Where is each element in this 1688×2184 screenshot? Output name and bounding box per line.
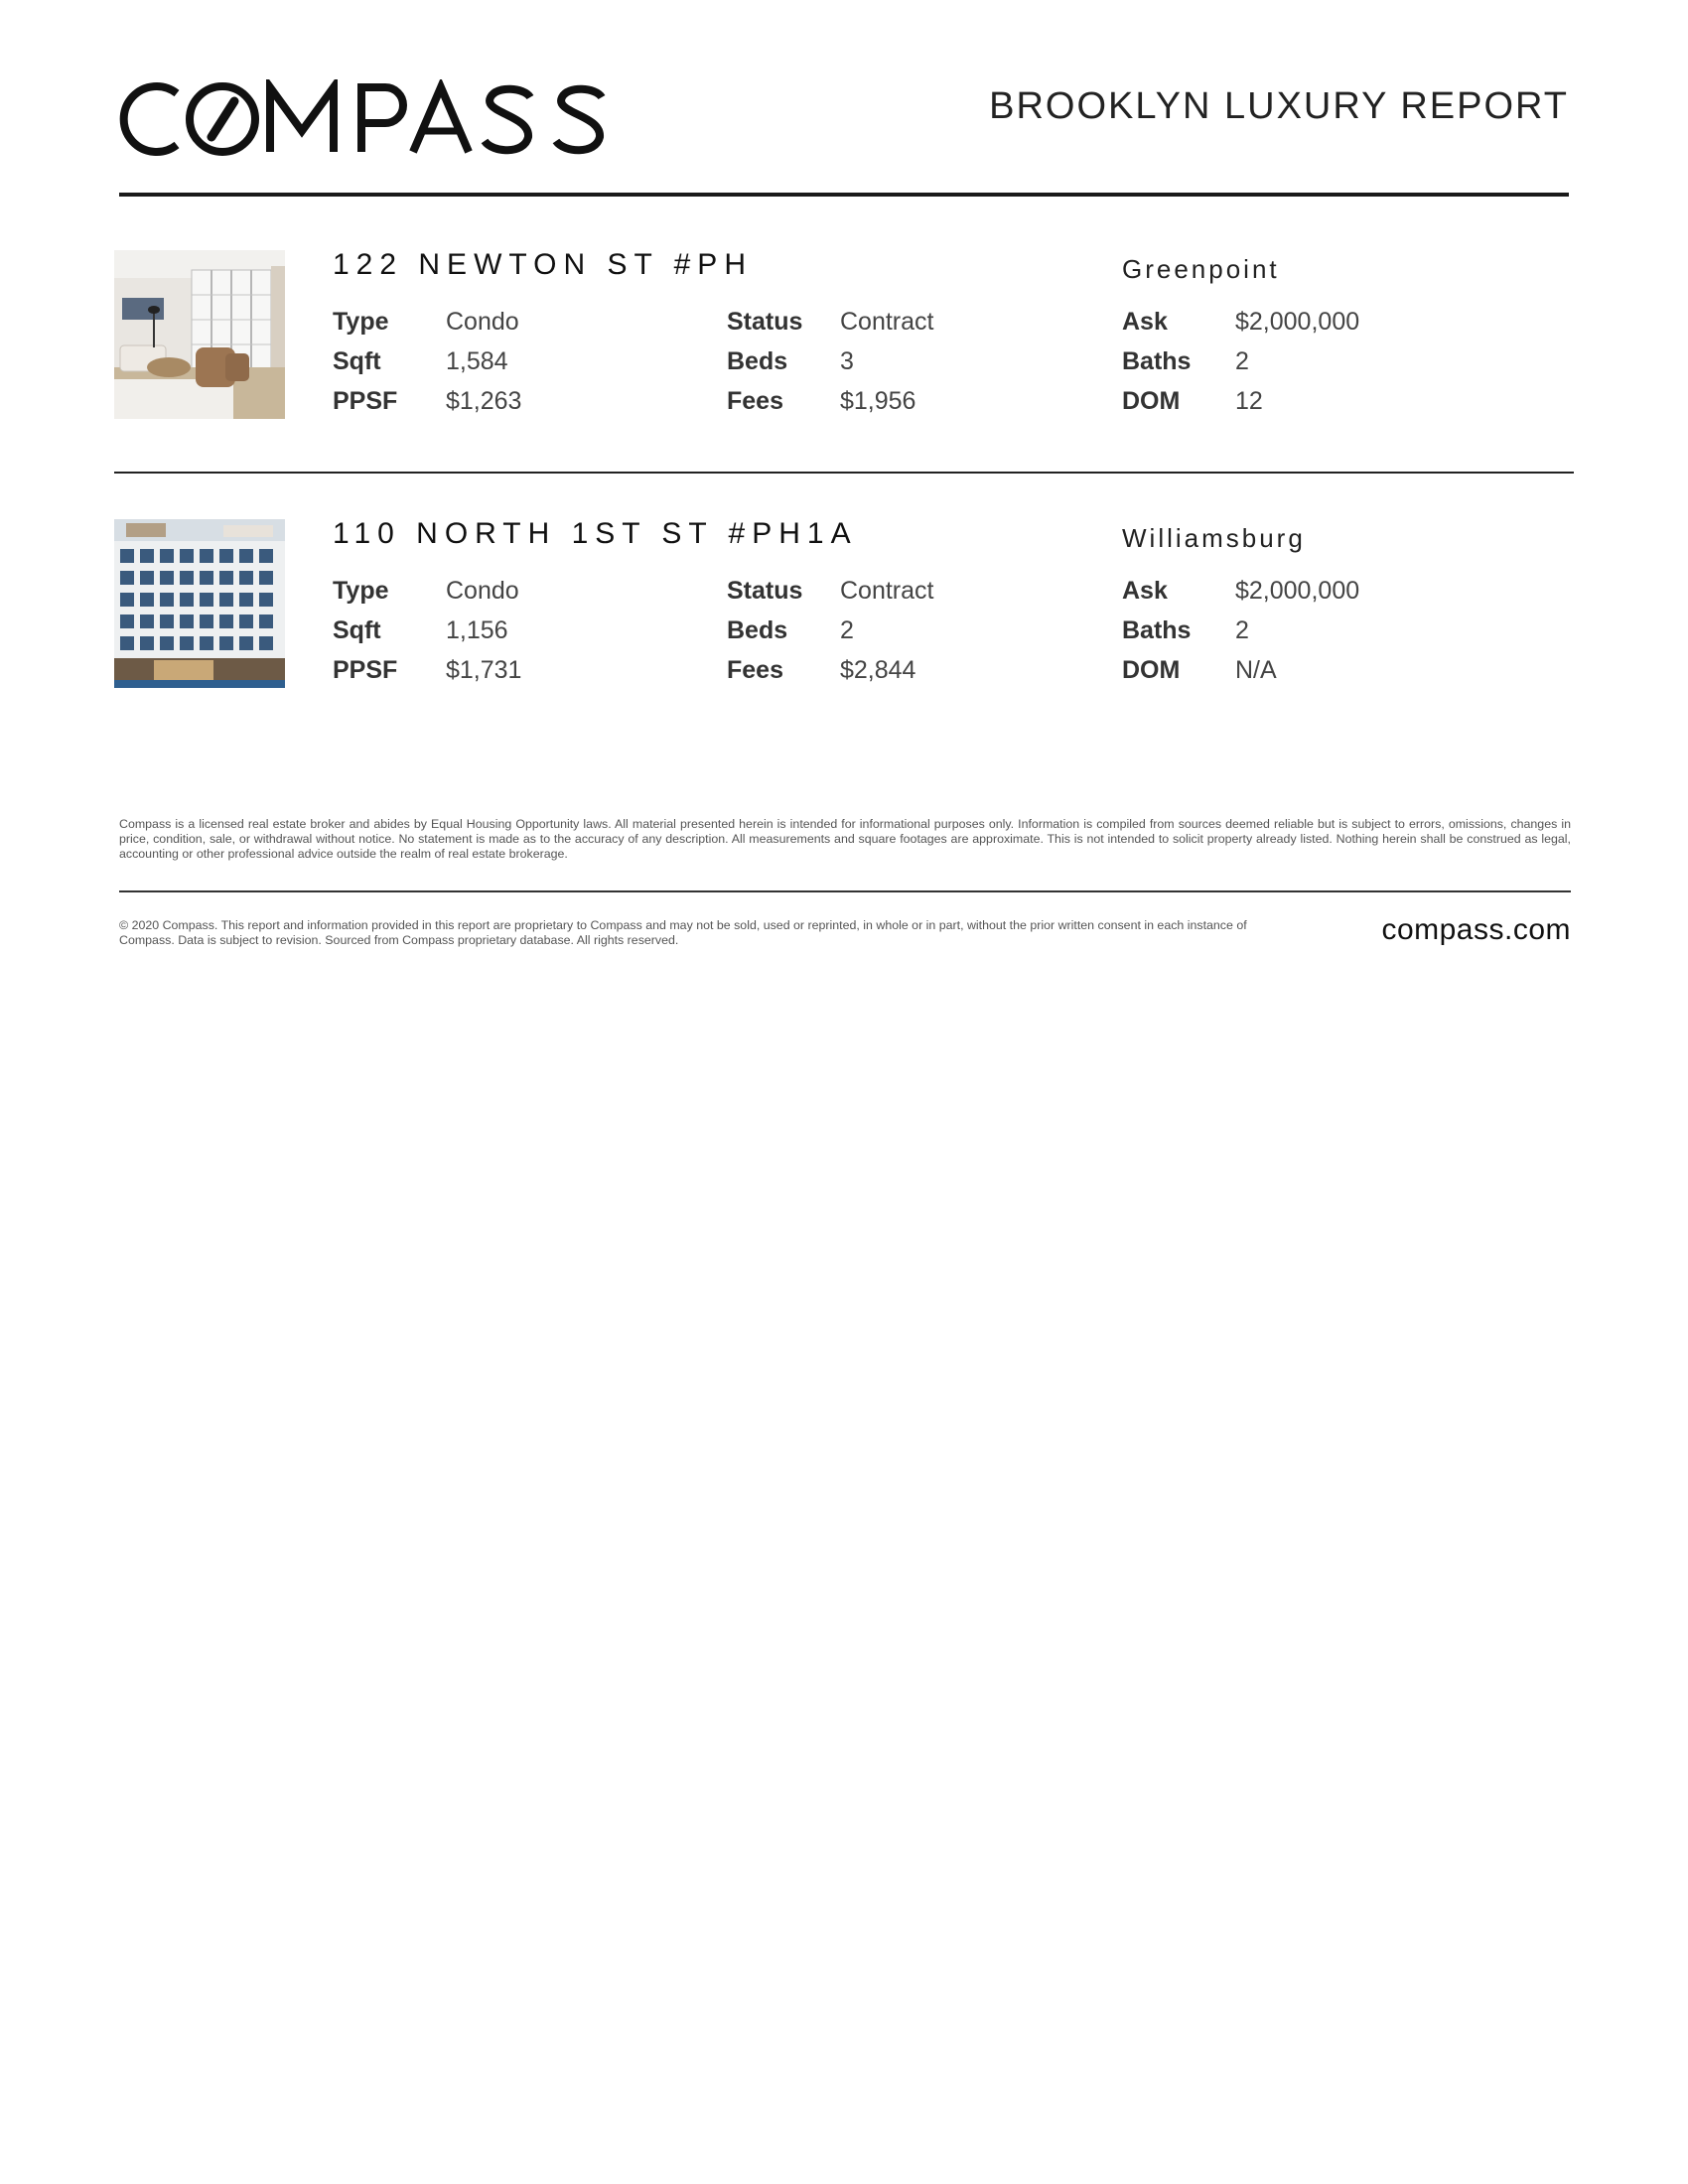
- field-label: PPSF: [333, 656, 398, 684]
- listing-details-col2: [727, 302, 933, 421]
- listing-details-col1: [333, 571, 521, 690]
- field-value: 2: [1235, 347, 1249, 375]
- copyright-notice: © 2020 Compass. This report and information provided in this report are proprietary to Compass and may not be sold, used or reprinted, in whole or in part, without the prior written consent in each instance of Compass. Data is subject to revision. Sourced from Compass proprietary database. All rights reserved.: [119, 918, 1247, 947]
- field-label: Sqft: [333, 616, 381, 644]
- footer-divider: [119, 890, 1571, 892]
- field-value: $1,956: [840, 387, 916, 415]
- field-value: Contract: [840, 308, 934, 336]
- listing-photo: [114, 519, 285, 688]
- field-type: [333, 302, 521, 341]
- compass-logo: [119, 79, 616, 159]
- listing-address: 110 NORTH 1ST ST #PH1A: [333, 517, 858, 550]
- field-value: Condo: [446, 577, 519, 605]
- listing-neighborhood: Greenpoint: [1122, 254, 1280, 284]
- field-label: Sqft: [333, 347, 381, 375]
- compass-logo-mark: [119, 79, 616, 159]
- field-label: Fees: [727, 387, 783, 415]
- field-label: Type: [333, 577, 389, 605]
- listing-divider: [114, 472, 1574, 474]
- listing-photo: [114, 250, 285, 419]
- field-label: DOM: [1122, 387, 1181, 415]
- field-value: Contract: [840, 577, 934, 605]
- field-fees: [727, 381, 933, 421]
- field-label: DOM: [1122, 656, 1181, 684]
- field-ppsf: [333, 650, 521, 690]
- field-beds: [727, 341, 933, 381]
- field-label: Ask: [1122, 577, 1168, 605]
- field-status: [727, 302, 933, 341]
- building-exterior-photo: [114, 519, 285, 688]
- field-value: 2: [840, 616, 854, 644]
- field-value: 2: [1235, 616, 1249, 644]
- field-beds: [727, 611, 933, 650]
- field-ppsf: [333, 381, 521, 421]
- listing-card: [114, 250, 1574, 421]
- field-label: Type: [333, 308, 389, 336]
- field-label: Baths: [1122, 616, 1192, 644]
- report-title: BROOKLYN LUXURY REPORT: [989, 85, 1569, 127]
- header-divider: [119, 193, 1569, 197]
- field-baths: [1122, 341, 1359, 381]
- field-baths: [1122, 611, 1359, 650]
- field-type: [333, 571, 521, 611]
- field-label: Ask: [1122, 308, 1168, 336]
- field-dom: [1122, 650, 1359, 690]
- field-label: Status: [727, 308, 803, 336]
- field-value: 12: [1235, 387, 1263, 415]
- listing-card: [114, 519, 1574, 690]
- field-ask: [1122, 571, 1359, 611]
- field-label: PPSF: [333, 387, 398, 415]
- interior-living-room-photo: [114, 250, 285, 419]
- field-dom: [1122, 381, 1359, 421]
- field-label: Fees: [727, 656, 783, 684]
- website-link[interactable]: compass.com: [1381, 913, 1571, 946]
- field-value: $2,844: [840, 656, 916, 684]
- field-sqft: [333, 611, 521, 650]
- listing-details-col3: [1122, 302, 1359, 421]
- field-sqft: [333, 341, 521, 381]
- field-label: Beds: [727, 347, 788, 375]
- field-value: N/A: [1235, 656, 1277, 684]
- field-value: 3: [840, 347, 854, 375]
- field-label: Status: [727, 577, 803, 605]
- field-status: [727, 571, 933, 611]
- field-value: Condo: [446, 308, 519, 336]
- field-value: $1,263: [446, 387, 522, 415]
- field-fees: [727, 650, 933, 690]
- listing-details-col3: [1122, 571, 1359, 690]
- field-ask: [1122, 302, 1359, 341]
- listing-neighborhood: Williamsburg: [1122, 523, 1306, 553]
- legal-disclaimer: Compass is a licensed real estate broker and abides by Equal Housing Opportunity laws. All material presented herein is intended for informational purposes only. Information is compiled from sources deemed reliable but is subject to errors, omissions, changes in price, condition, sale, or withdrawal without notice. No statement is made as to the accuracy of any description. All measurements and square footages are approximate. This is not intended to solicit property already listed. Nothing herein shall be construed as legal, accounting or other professional advice outside the realm of real estate brokerage.: [119, 817, 1571, 861]
- listing-details-col1: [333, 302, 521, 421]
- field-value: $1,731: [446, 656, 522, 684]
- field-label: Baths: [1122, 347, 1192, 375]
- field-label: Beds: [727, 616, 788, 644]
- report-header: [119, 79, 1569, 159]
- listing-address: 122 NEWTON ST #PH: [333, 248, 753, 281]
- field-value: $2,000,000: [1235, 308, 1360, 336]
- field-value: 1,156: [446, 616, 508, 644]
- field-value: 1,584: [446, 347, 508, 375]
- listing-details-col2: [727, 571, 933, 690]
- field-value: $2,000,000: [1235, 577, 1360, 605]
